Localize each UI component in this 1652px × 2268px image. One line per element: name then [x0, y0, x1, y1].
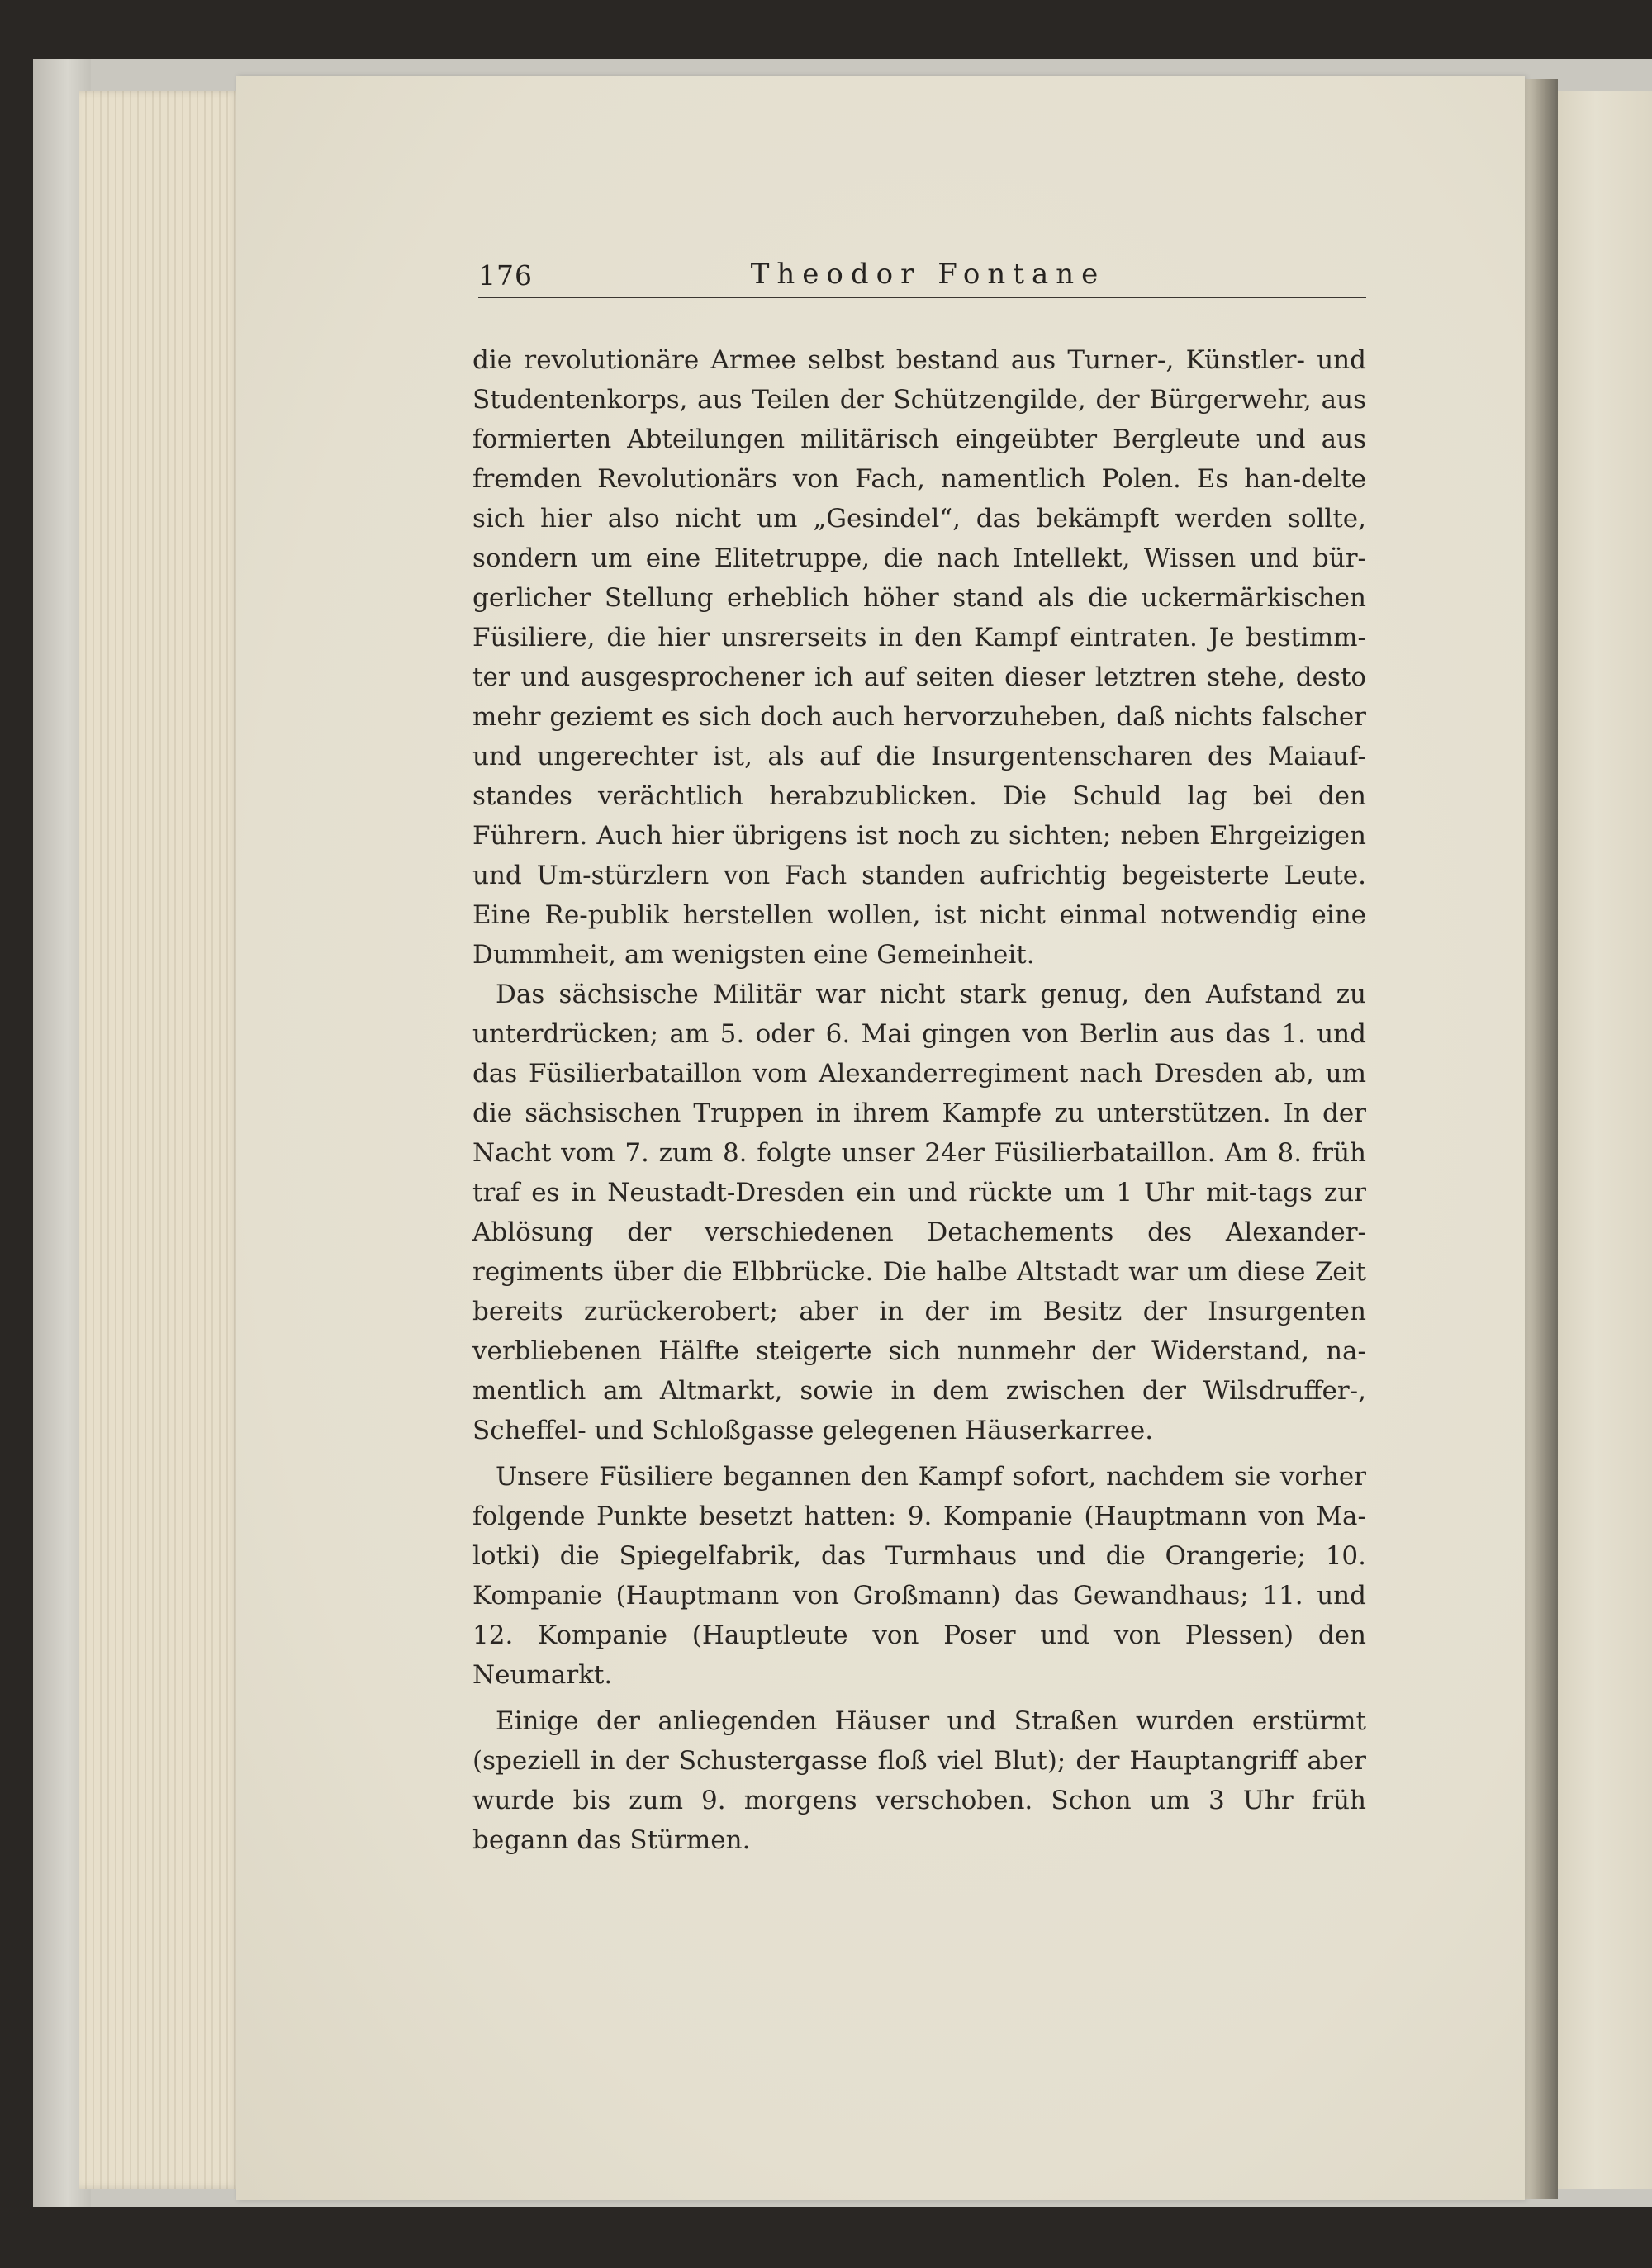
book-gutter: [1525, 79, 1558, 2199]
running-title: Theodor Fontane: [750, 258, 1106, 291]
paragraph-3: Unsere Füsiliere begannen den Kampf sofort, nachdem sie vorher folgende Punkte besetzt hatten: 9. Kompanie (Hauptmann von Ma-lotki) die Spiegelfabrik, das Turmhaus und die Orangerie; 10. Kompanie (Hauptmann von Großmann) das Gewandhaus; 11. und 12. Kompanie (Hauptleute von Poser und von Plessen) den Neumarkt.: [472, 1462, 1366, 1690]
page-edges: [79, 91, 241, 2189]
facing-page: [1558, 91, 1652, 2189]
paragraph-2: Das sächsische Militär war nicht stark genug, den Aufstand zu unterdrücken; am 5. oder 6. Mai gingen von Berlin aus das 1. und das Füsilierbataillon vom Alexanderregiment nach Dresden ab, um die sächsischen Truppen in ihrem Kampfe zu unterstützen. In der Nacht vom 7. zum 8. folgte unser 24er Füsilierbataillon. Am 8. früh traf es in Neustadt-Dresden ein und rückte um 1 Uhr mit-tags zur Ablösung der verschiedenen Detachements des Alexander-regiments über die Elbbrücke. Die halbe Altstadt war um diese Zeit bereits zurückerobert; aber in der im Besitz der Insurgenten verbliebenen Hälfte steigerte sich nunmehr der Widerstand, na-mentlich am Altmarkt, sowie in dem zwischen der Wilsdruffer-, Scheffel- und Schloßgasse gelegenen Häuserkarree.: [472, 980, 1366, 1445]
paragraph-1: die revolutionäre Armee selbst bestand aus Turner-, Künstler- und Studentenkorps, aus Teilen der Schützengilde, der Bürgerwehr, aus formierten Abteilungen militärisch eingeübter Bergleute und aus fremden Revolutionärs von Fach, namentlich Polen. Es han-delte sich hier also nicht um „Gesindel“, das bekämpft werden sollte, sondern um eine Elitetruppe, die nach Intellekt, Wissen und bür-gerlicher Stellung erheblich höher stand als die uckermärkischen Füsiliere, die hier unsrerseits in den Kampf eintraten. Je bestimm-ter und ausgesprochener ich auf seiten dieser letztren stehe, desto mehr geziemt es sich doch auch hervorzuheben, daß nichts falscher und ungerechter ist, als auf die Insurgentenscharen des Maiauf-standes verächtlich herabzublicken. Die Schuld lag bei den Führern. Auch hier übrigens ist noch zu sichten; neben Ehrgeizigen und Um-stürzlern von Fach standen aufrichtig begeisterte Leute. Eine Re-publik herstellen wollen, ist nicht einmal notwendig eine Dummheit, am wenigsten eine Gemeinheit.: [472, 345, 1366, 970]
running-head: [478, 251, 1366, 297]
header-rule: [478, 297, 1366, 298]
body-text: [472, 340, 1366, 1860]
page-number: 176: [478, 259, 533, 292]
paragraph-4: Einige der anliegenden Häuser und Straßen wurden erstürmt (speziell in der Schustergasse floß viel Blut); der Hauptangriff aber wurde bis zum 9. morgens verschoben. Schon um 3 Uhr früh begann das Stürmen.: [472, 1706, 1366, 1855]
